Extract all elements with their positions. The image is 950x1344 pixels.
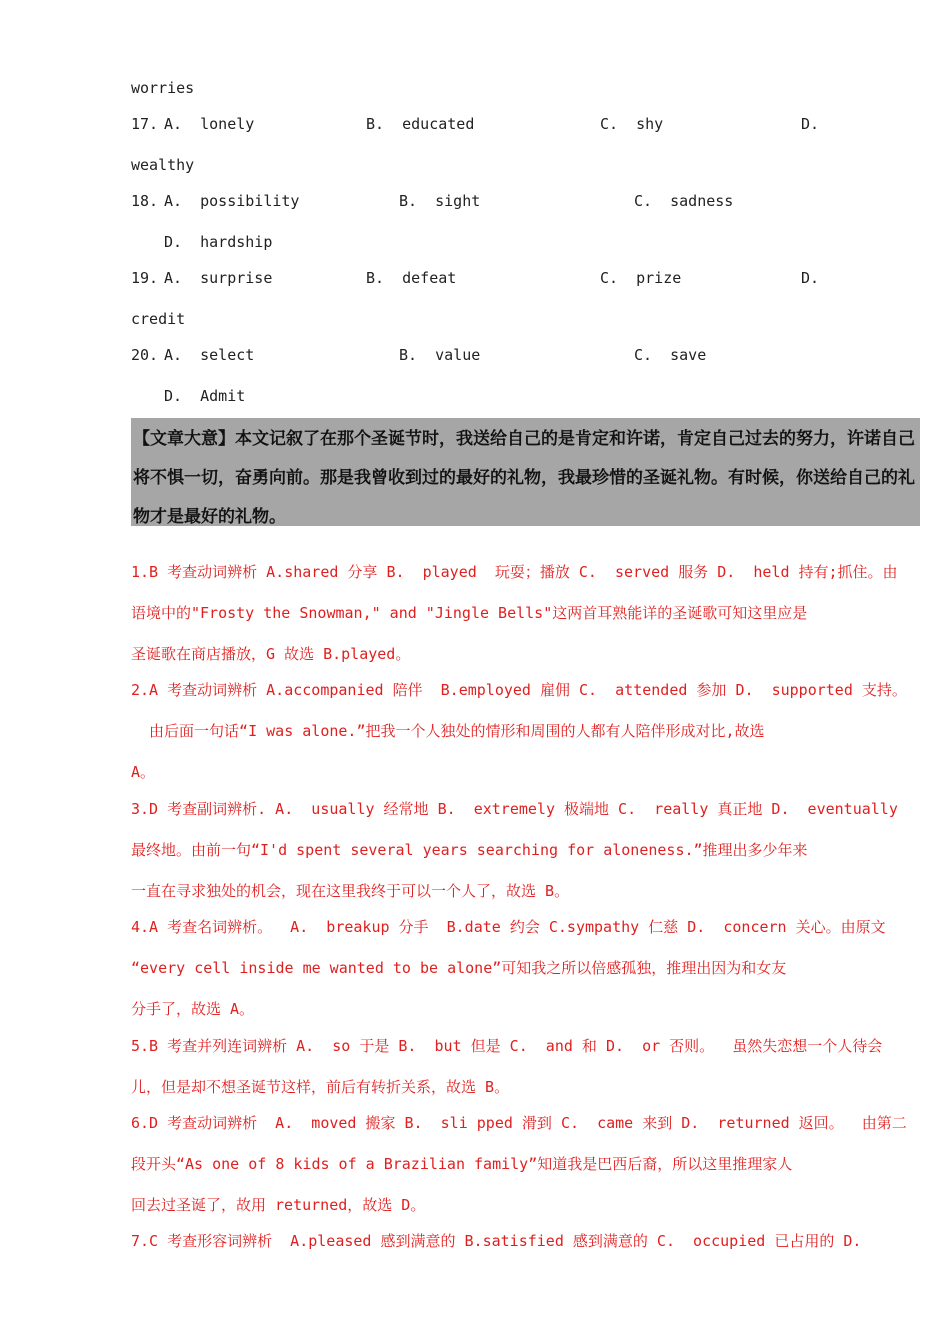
q20-option-c: C. save [634,346,707,364]
q18-option-b: B. sight [399,192,481,210]
q17-option-d-word: wealthy [131,156,195,174]
answer-4 [131,907,886,1030]
answer-1-line-3: 圣诞歌在商店播放，G 故选 B.played。 [131,645,411,663]
answer-6-line-3: 回去过圣诞了，故用 returned，故选 D。 [131,1196,426,1214]
answer-4-line-1: 4.A 考查名词辨析。 A. breakup 分手 B.date 约会 C.sympathy 仁慈 D. concern 关心。由原文 [131,918,886,936]
answer-5 [131,1026,883,1108]
answer-3-line-3: 一直在寻求独处的机会，现在这里我终于可以一个人了，故选 B。 [131,882,570,900]
q19-number: 19. [131,269,159,287]
q20-option-d: D. Admit [164,387,246,405]
answer-1-line-2: 语境中的"Frosty the Snowman," and "Jingle Bells"这两首耳熟能详的圣诞歌可知这里应是 [131,604,808,622]
answer-5-line-2: 儿，但是却不想圣诞节这样，前后有转折关系，故选 B。 [131,1078,510,1096]
article-summary-text: 【文章大意】本文记叙了在那个圣诞节时，我送给自己的是肯定和许诺，肯定自己过去的努力，许诺自己将不惧一切，奋勇向前。那是我曾收到过的最好的礼物，我最珍惜的圣诞礼物。有时候，你送给自己的礼物才是最好的礼物。 [133,429,915,527]
answer-3 [131,789,898,912]
q19-option-c: C. prize [600,269,682,287]
answer-4-line-2: “every cell inside me wanted to be alone”可知我之所以倍感孤独，推理出因为和女友 [131,959,787,977]
q17-option-a: A. lonely [164,115,255,133]
answer-6-line-1: 6.D 考查动词辨析 A. moved 搬家 B. sli pped 滑到 C. came 来到 D. returned 返回。 由第二 [131,1114,907,1132]
answer-2-line-1: 2.A 考查动词辨析 A.accompanied 陪伴 B.employed 雇佣 C. attended 参加 D. supported 支持。 [131,681,907,699]
q17-option-b: B. educated [366,115,475,133]
answer-3-line-1: 3.D 考查副词辨析. A. usually 经常地 B. extremely 极端地 C. really 真正地 D. eventually [131,800,898,818]
answer-3-line-2: 最终地。由前一句“I'd spent several years searching for aloneness.”推理出多少年来 [131,841,808,859]
answer-4-line-3: 分手了，故选 A。 [131,1000,255,1018]
q19-option-d: D. [801,269,820,287]
q20-option-b: B. value [399,346,481,364]
answer-7 [131,1221,862,1262]
q17-option-d: D. [801,115,820,133]
answer-7-line-1: 7.C 考查形容词辨析 A.pleased 感到满意的 B.satisfied 感到满意的 C. occupied 已占用的 D. [131,1232,862,1250]
q18-option-a: A. possibility [164,192,300,210]
answer-6-line-2: 段开头“As one of 8 kids of a Brazilian family”知道我是巴西后裔，所以这里推理家人 [131,1155,793,1173]
answer-1 [131,552,898,675]
answer-6 [131,1103,907,1226]
q17-option-c: C. shy [600,115,664,133]
q20-number: 20. [131,346,159,364]
q18-number: 18. [131,192,159,210]
answer-2-line-3: A。 [131,763,156,781]
answer-2 [131,670,907,793]
q19-option-a: A. surprise [164,269,273,287]
q17-number: 17. [131,115,159,133]
q16-tail: worries [131,79,195,97]
q18-option-d: D. hardship [164,233,273,251]
q18-option-c: C. sadness [634,192,734,210]
answer-1-line-1: 1.B 考查动词辨析 A.shared 分享 B. played 玩耍；播放 C. served 服务 D. held 持有;抓住。由 [131,563,898,581]
q19-option-b: B. defeat [366,269,457,287]
answer-2-line-2: 由后面一句话“I was alone.”把我一个人独处的情形和周围的人都有人陪伴形成对比,故选 [131,722,765,740]
q20-option-a: A. select [164,346,255,364]
answer-5-line-1: 5.B 考查并列连词辨析 A. so 于是 B. but 但是 C. and 和 D. or 否则。 虽然失恋想一个人待会 [131,1037,883,1055]
q19-option-d-word: credit [131,310,186,328]
article-summary-box [131,418,920,526]
